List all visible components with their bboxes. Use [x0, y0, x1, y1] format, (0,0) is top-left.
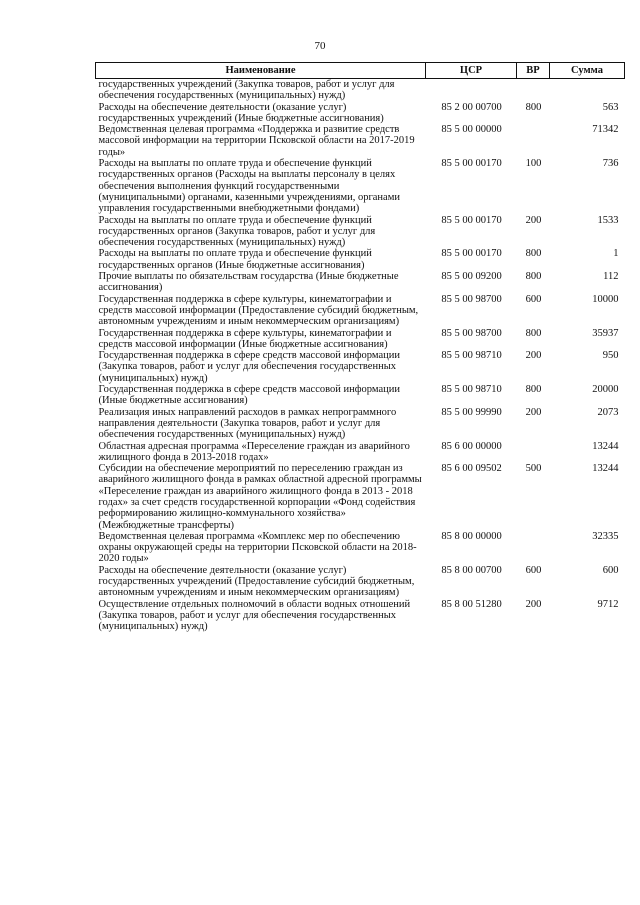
cell-name: Расходы на обеспечение деятельности (оказание услуг) государственных учреждений (Иные бюджетные ассигнования): [98, 101, 384, 124]
table-row: [96, 215, 625, 249]
cell-csr: 85 5 00 98710: [441, 384, 502, 396]
table-row: [96, 565, 625, 599]
table-row: [96, 124, 625, 158]
table-row: [96, 350, 625, 384]
cell-vr: 800: [525, 248, 542, 260]
cell-sum: 35937: [592, 327, 619, 339]
cell-csr: [426, 79, 517, 102]
cell-sum: 10000: [592, 293, 619, 305]
cell-name: Государственная поддержка в сфере средств массовой информации (Закупка товаров, работ и услуг для обеспечения государственных (муниципальных) нужд): [98, 350, 400, 384]
cell-vr: 100: [525, 158, 542, 170]
cell-csr: 85 8 00 00700: [441, 564, 502, 576]
cell-csr: 85 5 00 98700: [441, 327, 502, 339]
cell-vr: 200: [525, 214, 542, 226]
cell-name: Государственная поддержка в сфере средств массовой информации (Иные бюджетные ассигнования): [98, 384, 400, 407]
cell-vr: 500: [525, 463, 542, 475]
cell-name: Расходы на обеспечение деятельности (оказание услуг) государственных учреждений (Предоставление субсидий бюджетным, автономным учреждениям и иным некоммерческим организациям): [98, 564, 415, 599]
cell-name: Реализация иных направлений расходов в рамках непрограммного направления деятельности (Закупка товаров, работ и услуг для обеспечения государственных (муниципальных) нужд): [98, 406, 397, 441]
cell-vr: 800: [525, 101, 542, 113]
cell-vr: 800: [525, 271, 542, 283]
table-row: [96, 407, 625, 441]
header-name: Наименование: [96, 63, 426, 79]
cell-csr: 85 8 00 51280: [441, 598, 502, 610]
cell-name: Ведомственная целевая программа «Поддержка и развитие средств массовой информации на территории Псковской области на 2017-2019 годы»: [98, 124, 415, 158]
cell-vr: 200: [525, 350, 542, 362]
cell-name: Расходы на выплаты по оплате труда и обеспечение функций государственных органов (Иные бюджетные ассигнования): [98, 248, 372, 271]
budget-table: [95, 62, 625, 633]
cell-sum: 2073: [597, 406, 619, 418]
cell-sum: 1533: [597, 214, 619, 226]
cell-csr: 85 8 00 00000: [441, 530, 502, 542]
table-row: [96, 271, 625, 294]
cell-csr: 85 5 00 00000: [441, 124, 502, 136]
table-row: [96, 599, 625, 633]
table-row: [96, 531, 625, 565]
cell-csr: 85 5 00 00170: [441, 248, 502, 260]
cell-csr: 85 5 00 98700: [441, 293, 502, 305]
cell-sum: 1: [613, 248, 619, 260]
budget-table-container: [95, 62, 624, 633]
cell-sum: 600: [602, 564, 619, 576]
cell-vr: [517, 441, 550, 464]
cell-vr: 800: [525, 384, 542, 396]
cell-csr: 85 5 00 99990: [441, 406, 502, 418]
cell-vr: 800: [525, 327, 542, 339]
page-number: 70: [314, 40, 326, 52]
cell-sum: 950: [602, 350, 619, 362]
cell-sum: 20000: [592, 384, 619, 396]
cell-vr: [517, 79, 550, 102]
cell-sum: 71342: [592, 124, 619, 136]
cell-sum: 112: [603, 271, 619, 283]
cell-name: Ведомственная целевая программа «Комплекс мер по обеспечению охраны окружающей среды на территории Псковской области на 2018-2020 годы»: [98, 530, 417, 565]
cell-name: государственных учреждений (Закупка товаров, работ и услуг для обеспечения государственных (муниципальных) нужд): [98, 79, 395, 102]
table-body: [96, 79, 625, 633]
table-row: [96, 248, 625, 271]
header-vr: ВР: [517, 63, 550, 79]
table-row: [96, 102, 625, 125]
table-row: [96, 294, 625, 328]
cell-name: Осуществление отдельных полномочий в области водных отношений (Закупка товаров, работ и услуг для обеспечения государственных (муниципальных) нужд): [98, 598, 411, 633]
cell-name: Прочие выплаты по обязательствам государства (Иные бюджетные ассигнования): [98, 271, 399, 294]
cell-vr: 200: [525, 598, 542, 610]
cell-csr: 85 6 00 09502: [441, 463, 502, 475]
cell-vr: 600: [525, 564, 542, 576]
cell-vr: 200: [525, 406, 542, 418]
cell-csr: 85 6 00 00000: [441, 440, 502, 452]
cell-csr: 85 5 00 98710: [441, 350, 502, 362]
cell-vr: [517, 124, 550, 158]
cell-csr: 85 5 00 00170: [441, 214, 502, 226]
cell-sum: 13244: [592, 440, 619, 452]
cell-sum: 13244: [592, 463, 619, 475]
table-row: [96, 384, 625, 407]
table-header: [96, 63, 625, 79]
cell-name: Расходы на выплаты по оплате труда и обеспечение функций государственных органов (Закупка товаров, работ и услуг для обеспечения государственных (муниципальных) нужд): [98, 214, 376, 249]
cell-sum: [550, 79, 625, 102]
header-row: [96, 63, 625, 79]
cell-name: Субсидии на обеспечение мероприятий по переселению граждан из аварийного жилищного фонда в рамках областной адресной программы «Переселение граждан из аварийного жилищного фонда в 2013 - 2018 годах» за счет средств государственной корпорации «Фонд содействия реформированию жилищно-коммунального хозяйства» (Межбюджетные трансферты): [98, 463, 422, 531]
cell-sum: 736: [602, 158, 619, 170]
table-row: [96, 463, 625, 531]
cell-csr: 85 5 00 09200: [441, 271, 502, 283]
table-row: [96, 158, 625, 214]
table-row: [96, 441, 625, 464]
cell-name: Областная адресная программа «Переселение граждан из аварийного жилищного фонда в 2013-2018 годах»: [98, 440, 410, 463]
cell-csr: 85 5 00 00170: [441, 158, 502, 170]
table-row: [96, 328, 625, 351]
cell-name: Расходы на выплаты по оплате труда и обеспечение функций государственных органов (Расходы на выплаты персоналу в целях обеспечения выполнения функций государственными (муниципальными) органами, казенными учреждениями, органами управления государственными внебюджетными фондами): [98, 158, 400, 215]
cell-name: Государственная поддержка в сфере культуры, кинематографии и средств массовой информации (Предоставление субсидий бюджетным, автономным учреждениям и иным некоммерческим организациям): [98, 293, 419, 328]
table-row: [96, 79, 625, 102]
cell-name: Государственная поддержка в сфере культуры, кинематографии и средств массовой информации (Иные бюджетные ассигнования): [98, 327, 392, 350]
header-csr: ЦСР: [426, 63, 517, 79]
cell-csr: 85 2 00 00700: [441, 101, 502, 113]
cell-vr: [517, 531, 550, 565]
cell-sum: 9712: [597, 598, 619, 610]
cell-sum: 32335: [592, 530, 619, 542]
header-sum: Сумма: [550, 63, 625, 79]
cell-sum: 563: [602, 101, 619, 113]
cell-vr: 600: [525, 293, 542, 305]
